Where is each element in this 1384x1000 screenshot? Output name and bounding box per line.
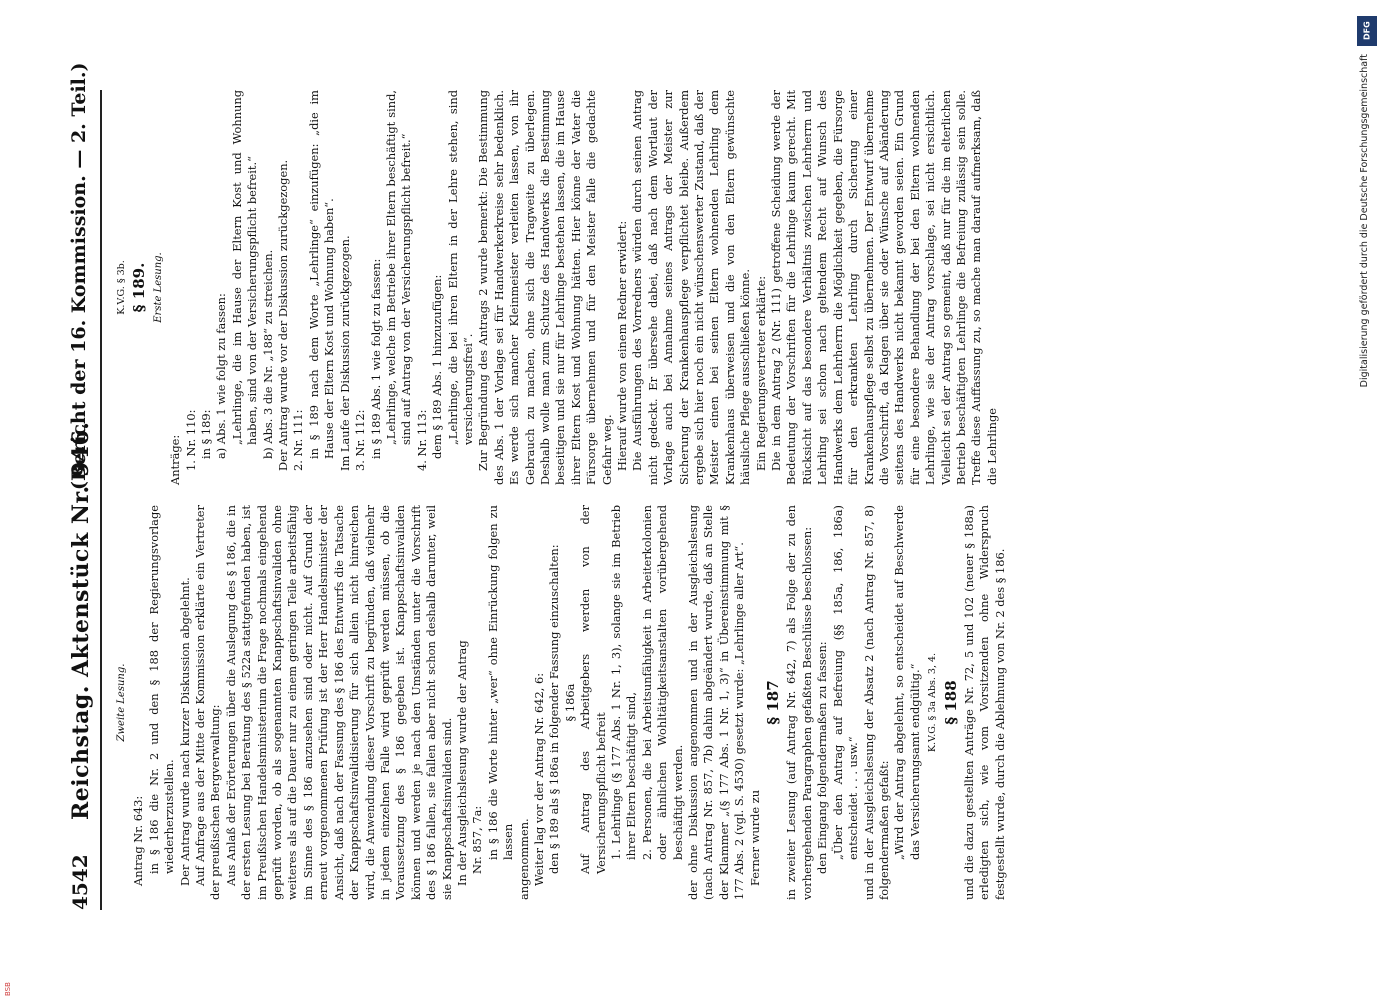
paragraph: 4. Nr. 113: [414,409,429,471]
paragraph: Der Antrag wurde vor der Diskussion zurückgezogen. [276,159,291,471]
paragraph: in zweiter Lesung (auf Antrag Nr. 642, 7) als Folge der zu den vorhergehenden Paragraphen gefaßten Beschlüsse beschlossen: [784,505,814,900]
header-rule [100,90,102,910]
paragraph: Anträge: [168,434,183,485]
paragraph: b) Abs. 3 die Nr. „188“ zu streichen. [260,249,275,459]
paragraph: Weiter lag vor der Antrag Nr. 642, 6: [531,672,546,886]
section-heading: § 188 [941,680,960,725]
paragraph: 1. Nr. 110: [183,409,198,471]
paragraph: „Über den Antrag auf Befreiung (§§ 185a, 186, 186a) entscheidet . . . usw.“ [830,505,861,860]
paragraph: Aus Anlaß der Erörterungen über die Auslegung des § 186, die in der ersten Lesung bei Beratung des § 522a stattgefunden haben, ist im Preußischen Handelsministerium die Frage nochmals eingehend geprüft worden, ob als sogenannten Knappschaftsinvaliden ohne weiteres als auf die Dauer nur zu einem geringen Teile arbeitsfähig im Sinne des § 186 anzusehen sind oder nicht. Auf Grund der erneut vorgenommenen Prüfung ist der Herr Handelsminister der Ansicht, daß nach der Fassung des § 186 des Entwurfs die Tatsache der Knappschaftsinvalidisierung für sich allein nicht hinreichen wird, die Anwendung dieser Vorschrift zu begründen, daß vielmehr in jedem einzelnen Falle wird geprüft werden müssen, ob die Voraussetzung des § 186 gegeben ist. Knappschaftsinvaliden können und werden je nach den Umständen unter die Vorschrift des § 186 fallen, sie fallen aber nicht schon deshalb darunter, weil sie Knappschaftsinvaliden sind. [223,505,454,900]
header-left: Reichstag. [68,685,94,820]
right-column [112,90,1000,485]
section-heading: § 189. [130,262,149,313]
section-title: § 186a [562,683,577,722]
page-header [62,62,102,910]
paragraph: 2. Nr. 111: [291,409,306,471]
paragraph: und die dazu gestellten Anträge Nr. 72, 5 und 102 (neuer § 188a) erledigten sich, wie vom Vorsitzenden ohne Widerspruch festgestellt wurde, durch die Ablehnung von Nr. 2 des § 186. [961,505,1007,900]
paragraph: Im Laufe der Diskussion zurückgezogen. [337,235,352,471]
paragraph: Ferner wurde zu [747,789,762,886]
paragraph: Die Ausführungen des Vorredners würden durch seinen Antrag nicht gedeckt. Er übersehe dabei, daß nach dem Wortlaut der Vorlage auch bei Annahme seines Antrags der Meister zur Sicherung der Krankenhauspflege verpflichtet bleibe. Außerdem ergebe sich hier noch ein nicht wünschenswerter Zustand, daß der Meister einen bei seinen Eltern wohnenden Lehrling dem Krankenhaus überweisen und die von den Eltern gewünschte häusliche Pflege ausschließen könne. [630,90,753,485]
paragraph: in § 186 die Worte hinter „wer“ ohne Einrückung folgen zu lassen [485,505,516,860]
page-number: 4542 [68,854,92,910]
paragraph: in § 189 nach dem Worte „Lehrlinge“ einzufügen: „die im Hause der Eltern Kost und Wohnung haben“. [306,90,337,459]
paragraph: Auf Antrag des Arbeitgebers werden von der Versicherungspflicht befreit [578,505,608,874]
paragraph: „Wird der Antrag abgelehnt, so entscheidet auf Beschwerde das Versicherungsamt endgültig.“ [892,505,922,860]
library-mark: BSB [4,982,12,996]
paragraph: den Eingang folgendermaßen zu fassen: [815,641,830,874]
paragraph: der ohne Diskussion angenommen und in der Ausgleichslesung (nach Antrag Nr. 857, 7b) dahin abgeändert wurde, daß an Stelle der Klammer „(§ 177 Abs. 1 Nr. 1, 3)“ in Übereinstimmung mit § 177 Abs. 2 (vgl. S. 4530) gesetzt wurde: „Lehrlinge aller Art“. [686,505,747,900]
reference: K.V.G. § 3b. [116,260,127,315]
paragraph: den § 189 als § 186a in folgender Fassung einzuschalten: [547,544,562,874]
paragraph: 1. Lehrlinge (§ 177 Abs. 1 Nr. 1, 3), solange sie im Betrieb ihrer Eltern beschäftigt sind, [609,505,639,860]
paragraph: In der Ausgleichslesung wurde der Antrag [454,640,469,886]
paragraph: Der Antrag wurde nach kurzer Diskussion abgelehnt. [177,577,192,886]
paragraph: Ein Regierungsvertreter erklärte: [753,275,768,471]
paragraph: „Lehrlinge, die im Hause der Eltern Kost und Wohnung haben, sind von der Versicherungspflicht befreit.“ [229,90,260,445]
paragraph: Auf Anfrage aus der Mitte der Kommission erklärte ein Vertreter der preußischen Bergverwaltung: [193,505,223,900]
paragraph: angenommen. [516,818,531,900]
paragraph: in § 186 die Nr. 2 und den § 188 der Regierungsvorlage wiederherzustellen. [146,505,177,874]
left-column [112,505,1008,900]
lesung-heading: Erste Lesung. [152,252,164,323]
header-middle: Aktenstück Nr. 946. [68,421,94,677]
paragraph: Hierauf wurde von einem Redner erwidert: [615,220,629,471]
paragraph: Nr. 857, 7a: [470,805,485,874]
paragraph: 3. Nr. 112: [353,409,368,471]
paragraph: „Lehrlinge, die bei ihren Eltern in der Lehre stehen, sind versicherungsfrei“. [445,90,475,445]
paragraph: Antrag Nr. 643: [131,795,146,886]
paragraph: a) Abs. 1 wie folgt zu fassen: [214,293,229,459]
paragraph: in § 189 Abs. 1 wie folgt zu fassen: [368,258,383,459]
digitization-credit [1355,10,1381,990]
credit-text: Digitalisierung gefördert durch die Deutsche Forschungsgemeinschaft [1359,54,1370,388]
paragraph: „Lehrlinge, welche im Betriebe ihrer Eltern beschäftigt sind, sind auf Antrag von der Versicherungspflicht befreit.“ [383,90,414,445]
lesung-heading: Zweite Lesung. [116,663,127,742]
reference: K.V.G. § 3a Abs. 3, 4. [927,652,939,753]
paragraph: Die in dem Antrag 2 (Nr. 111) getroffene Scheidung werde der Bedeutung der Vorschriften für die Lehrlinge kaum gerecht. Mit Rücksicht auf das besondere Verhältnis zwischen Lehrherrn und Lehrling sei schon nach geltendem Recht auf Wunsch des Handwerks dem Lehrherrn die Möglichkeit gegeben, die Fürsorge für den erkrankten Lehrling durch Sicherung einer Krankenhauspflege selbst zu übernehmen. Der Entwurf übernehme die Vorschrift, da Klagen über sie oder Wünsche auf Abänderung seitens des Handwerks nicht bekannt geworden seien. Ein Grund für eine besondere Behandlung der bei den Eltern wohnenden Lehrlinge, wie sie der Antrag vorschlage, sei nicht ersichtlich. Vielleicht sei der Antrag so gemeint, daß nur für die im elterlichen Betrieb beschäftigten Lehrlinge die Befreiung zulässig sein solle. Treffe diese Auffassung zu, so mache man darauf aufmerksam, daß die Lehrlinge [769,90,999,485]
paragraph: in § 189: [199,409,214,459]
paragraph: und in der Ausgleichslesung der Absatz 2 (nach Antrag Nr. 857, 8) folgendermaßen gefaßt: [861,505,891,900]
dfg-logo-icon: DFG [1357,16,1377,46]
paragraph: 2. Personen, die bei Arbeitsunfähigkeit in Arbeiterkolonien oder ähnlichen Wohltätigkeitsanstalten vorübergehend beschäftigt werden. [639,505,685,860]
section-heading: § 187 [764,680,783,725]
paragraph: Zur Begründung des Antrags 2 wurde bemerkt: Die Bestimmung des Abs. 1 der Vorlage sei für Handwerkerkreise sehr bedenklich. Es werde sich mancher Kleinmeister verleiten lassen, von ihr Gebrauch zu machen, ohne sich die Tragweite zu überlegen. Deshalb wolle man zum Schutze des Handwerks die Bestimmung beseitigen und sie nur für Lehrlinge bestehen lassen, die im Hause ihrer Eltern Kost und Wohnung hätten. Hier könne der Vater die Fürsorge übernehmen und für den Meister falle die gedachte Gefahr weg. [476,90,614,485]
header-right: (Bericht der 16. Kommission. — 2. Teil.) [68,62,90,490]
paragraph: dem § 189 Abs. 1 hinzuzufügen: [430,274,445,459]
